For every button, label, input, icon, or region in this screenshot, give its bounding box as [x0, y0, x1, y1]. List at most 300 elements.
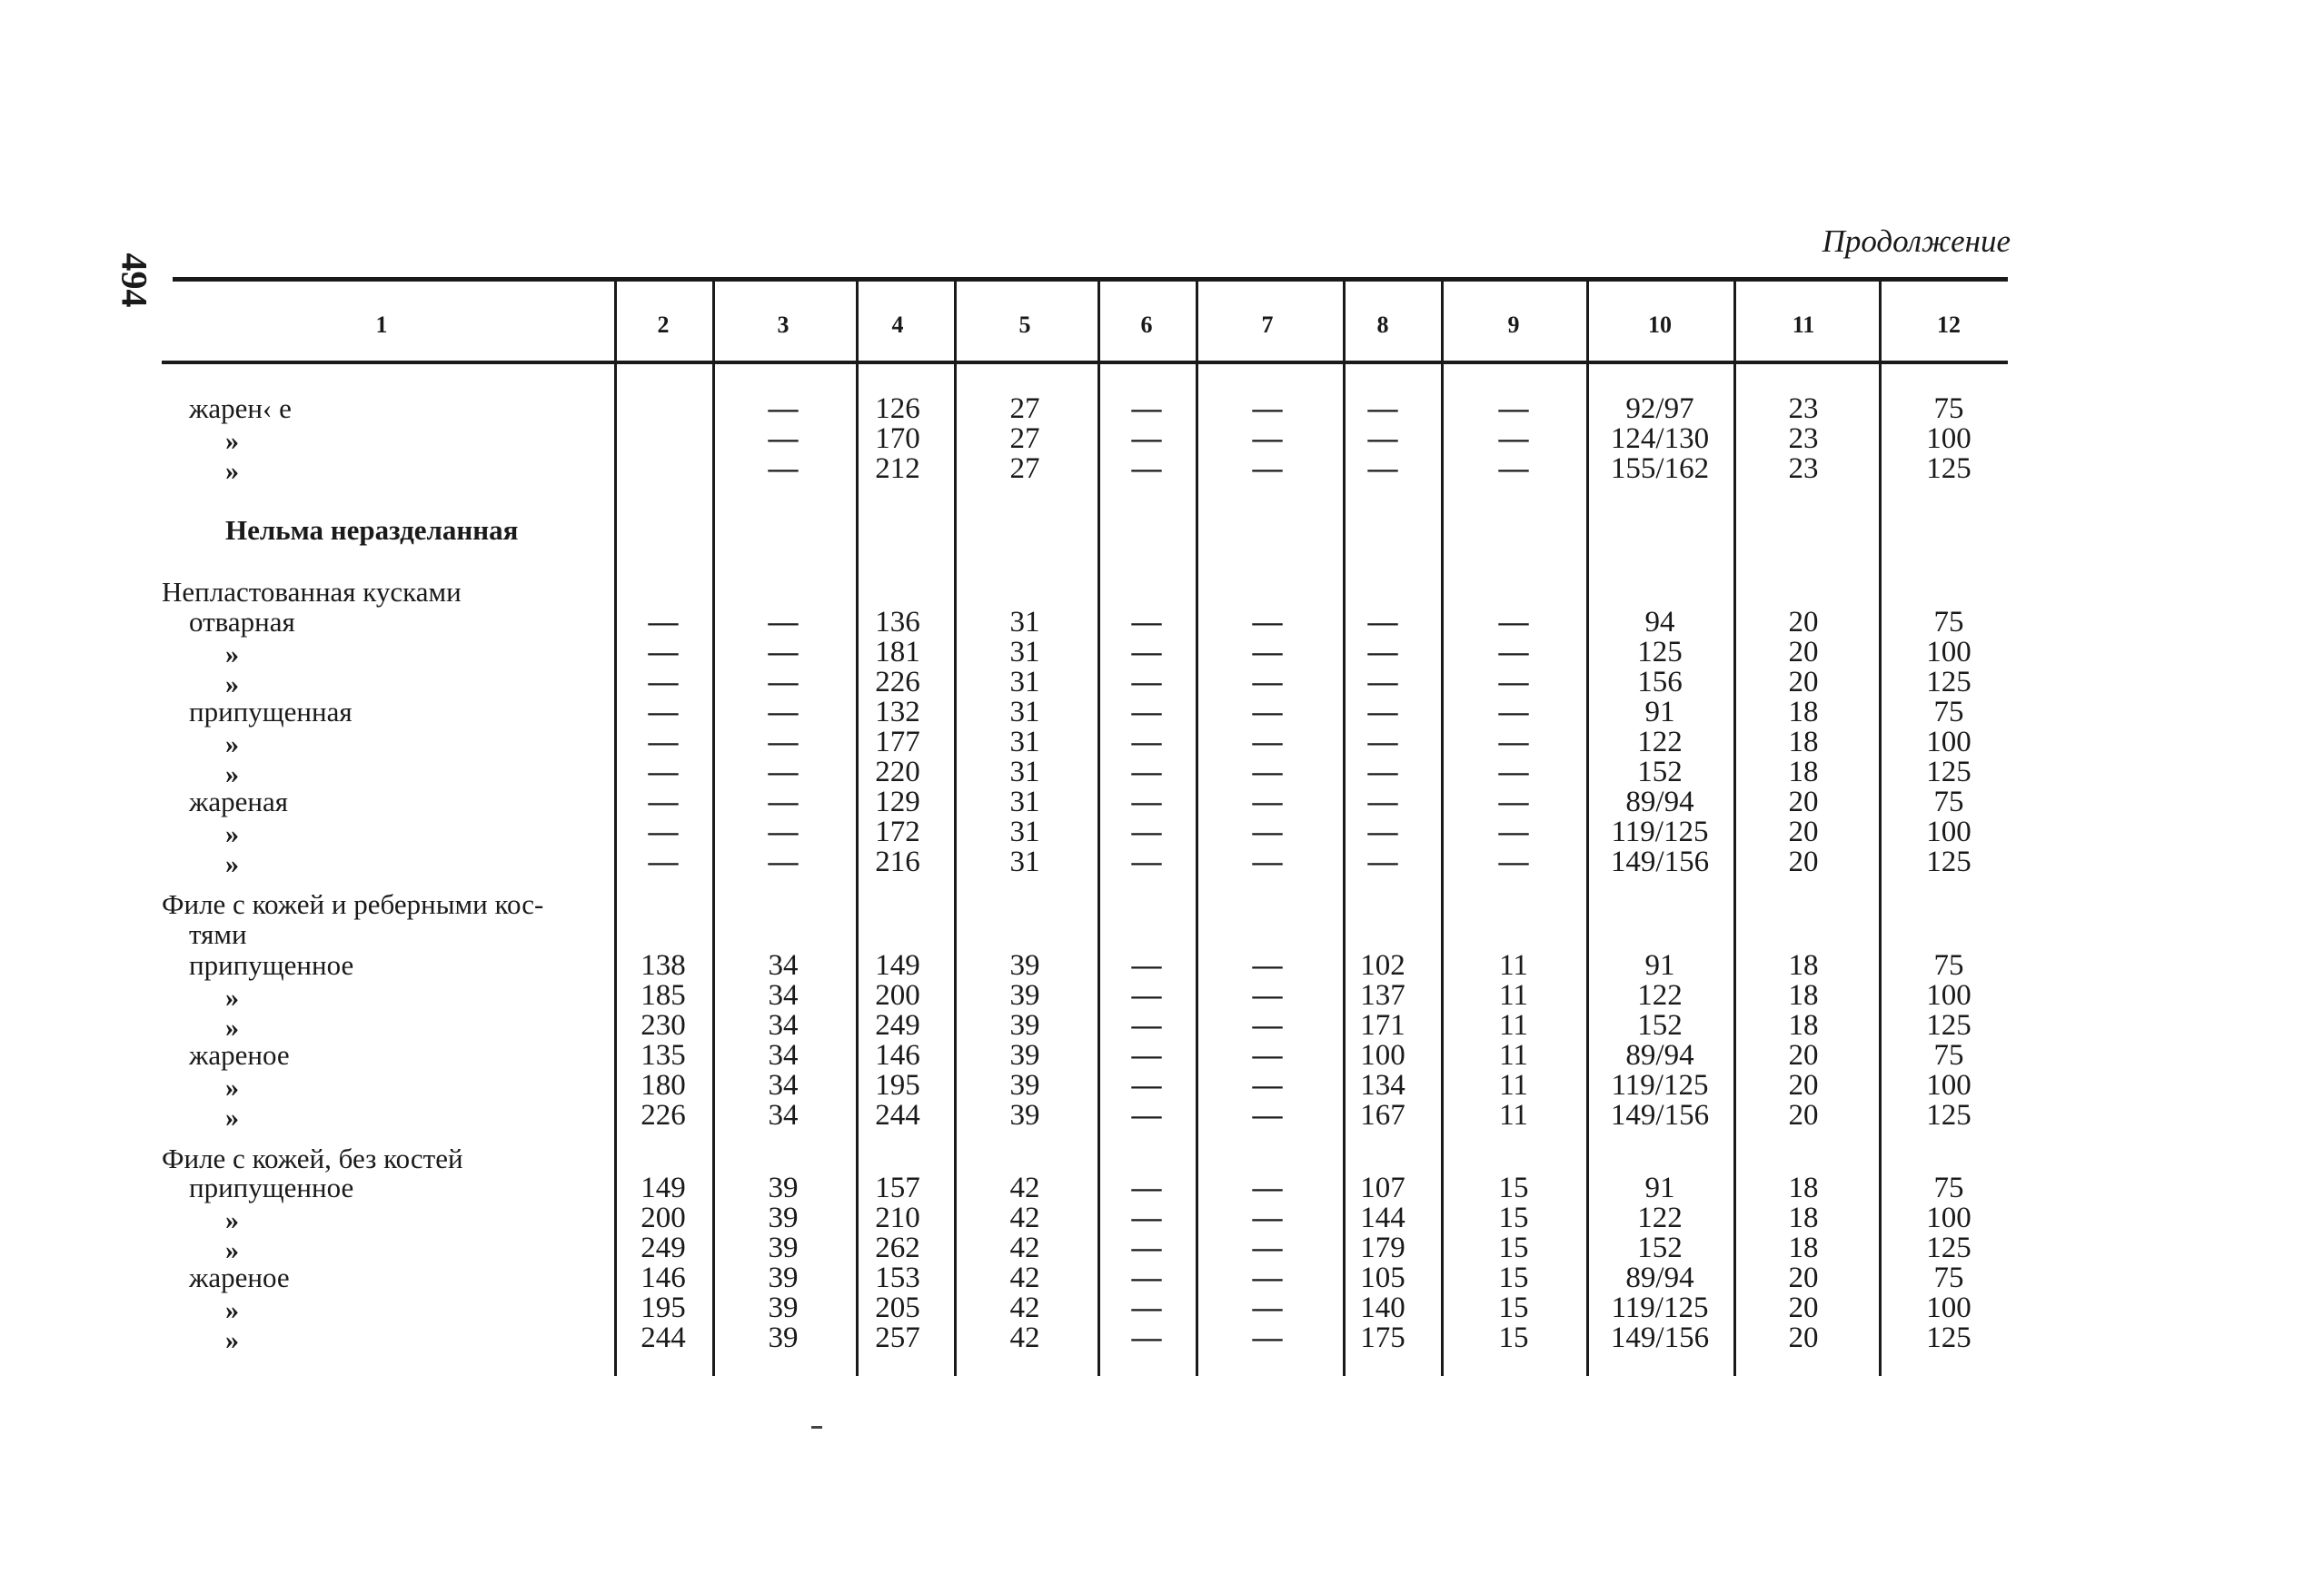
table-cell: 149/156: [1610, 846, 1710, 878]
table-cell: 175: [1360, 1322, 1405, 1354]
table-cell: —: [1131, 422, 1162, 455]
table-cell: —: [1252, 1292, 1283, 1324]
table-cell: —: [1252, 1099, 1283, 1132]
table-cell: —: [1498, 756, 1529, 788]
table-cell: —: [768, 786, 799, 818]
table-cell: 244: [641, 1322, 686, 1354]
table-cell: 20: [1788, 636, 1819, 668]
table-cell: —: [1367, 452, 1398, 485]
table-cell: 42: [1009, 1262, 1040, 1294]
table-cell: 20: [1788, 786, 1819, 818]
table-cell: 125: [1926, 756, 1971, 788]
table-cell: —: [1498, 666, 1529, 698]
table-cell: 11: [1499, 949, 1528, 982]
table-cell: —: [1498, 786, 1529, 818]
table-cell: 39: [768, 1292, 799, 1324]
table-cell: —: [1498, 846, 1529, 878]
table-cell: —: [768, 636, 799, 668]
table-cell: —: [1367, 756, 1398, 788]
table-cell: 39: [768, 1172, 799, 1204]
table-cell: —: [1131, 1322, 1162, 1354]
table-cell: 100: [1926, 979, 1971, 1012]
table-cell: —: [768, 666, 799, 698]
table-cell: —: [1252, 1232, 1283, 1264]
table-cell: 200: [641, 1202, 686, 1234]
table-cell: —: [1367, 666, 1398, 698]
table-cell: 146: [875, 1039, 920, 1072]
table-cell: —: [1252, 452, 1283, 485]
table-cell: 75: [1933, 786, 1964, 818]
table-cell: 140: [1360, 1292, 1405, 1324]
table-cell: —: [1498, 422, 1529, 455]
table-cell: 34: [768, 1069, 799, 1102]
table-cell: —: [768, 606, 799, 639]
table-cell: 31: [1009, 846, 1040, 878]
table-cell: 18: [1788, 979, 1819, 1012]
table-cell: 27: [1009, 392, 1040, 425]
table-cell: 20: [1788, 606, 1819, 639]
table-cell: —: [1131, 606, 1162, 639]
table-cell: —: [1367, 392, 1398, 425]
ditto-mark: »: [225, 1103, 239, 1133]
table-cell: —: [1131, 979, 1162, 1012]
ditto-mark: »: [225, 1073, 239, 1103]
table-cell: —: [1498, 726, 1529, 758]
table-cell: 42: [1009, 1322, 1040, 1354]
table-cell: —: [768, 696, 799, 728]
column-header: 4: [891, 312, 904, 338]
table-cell: —: [768, 452, 799, 485]
row-label: Филе с кожей и реберными кос-: [162, 888, 544, 920]
table-cell: 125: [1926, 1009, 1971, 1042]
table-cell: 20: [1788, 1292, 1819, 1324]
table-cell: 31: [1009, 816, 1040, 848]
section-heading: Нельма неразделанная: [225, 514, 519, 546]
ditto-mark: »: [225, 639, 239, 669]
table-cell: 226: [641, 1099, 686, 1132]
table-cell: —: [1252, 1039, 1283, 1072]
table-cell: 119/125: [1611, 1292, 1709, 1324]
table-cell: 31: [1009, 786, 1040, 818]
row-label: жареное: [189, 1039, 290, 1071]
table-cell: 129: [875, 786, 920, 818]
table-cell: 185: [641, 979, 686, 1012]
table-cell: 34: [768, 1009, 799, 1042]
column-header: 1: [375, 312, 388, 338]
table-cell: 102: [1360, 949, 1405, 982]
table-cell: 89/94: [1625, 1262, 1694, 1294]
table-cell: 152: [1637, 756, 1683, 788]
table-cell: 180: [641, 1069, 686, 1102]
table-cell: 152: [1637, 1232, 1683, 1264]
table-cell: —: [1131, 816, 1162, 848]
table-cell: 27: [1009, 452, 1040, 485]
table-cell: 157: [875, 1172, 920, 1204]
table-cell: —: [1131, 1202, 1162, 1234]
ditto-mark: »: [225, 983, 239, 1013]
table-cell: —: [648, 696, 679, 728]
table-cell: 39: [1009, 1099, 1040, 1132]
table-cell: 137: [1360, 979, 1405, 1012]
table-cell: 149: [641, 1172, 686, 1204]
table-cell: —: [1131, 1039, 1162, 1072]
ditto-mark: »: [225, 456, 239, 486]
table-cell: 126: [875, 392, 920, 425]
table-cell: —: [1252, 666, 1283, 698]
ditto-mark: »: [225, 1325, 239, 1355]
table-cell: 181: [875, 636, 920, 668]
table-cell: 31: [1009, 636, 1040, 668]
table-cell: 39: [768, 1232, 799, 1264]
table-cell: —: [1367, 726, 1398, 758]
column-rule: [1586, 282, 1589, 1376]
table-cell: 230: [641, 1009, 686, 1042]
table-cell: 105: [1360, 1262, 1405, 1294]
table-cell: —: [1252, 1009, 1283, 1042]
table-cell: 18: [1788, 949, 1819, 982]
row-label: жарен‹ е: [189, 392, 292, 424]
table-cell: —: [1131, 756, 1162, 788]
table-cell: —: [1367, 786, 1398, 818]
table-cell: 34: [768, 949, 799, 982]
table-cell: 20: [1788, 1039, 1819, 1072]
table-cell: 135: [641, 1039, 686, 1072]
table-cell: 15: [1498, 1202, 1529, 1234]
table-cell: —: [1367, 422, 1398, 455]
table-cell: 15: [1498, 1262, 1529, 1294]
column-header: 5: [1018, 312, 1031, 338]
table-cell: 18: [1788, 696, 1819, 728]
table-cell: 75: [1933, 392, 1964, 425]
table-cell: 34: [768, 1039, 799, 1072]
table-cell: 23: [1788, 422, 1819, 455]
table-cell: 20: [1788, 1099, 1819, 1132]
table-cell: 122: [1637, 1202, 1683, 1234]
table-cell: 195: [641, 1292, 686, 1324]
table-cell: 31: [1009, 756, 1040, 788]
table-cell: 18: [1788, 1009, 1819, 1042]
table-cell: 125: [1926, 1099, 1971, 1132]
table-cell: 11: [1499, 1039, 1528, 1072]
table-cell: —: [648, 666, 679, 698]
table-cell: —: [1252, 949, 1283, 982]
page-number: 494: [114, 252, 155, 308]
ditto-mark: »: [225, 1235, 239, 1265]
table-cell: 134: [1360, 1069, 1405, 1102]
table-cell: 42: [1009, 1292, 1040, 1324]
table-cell: —: [768, 422, 799, 455]
table-cell: 23: [1788, 452, 1819, 485]
table-cell: 195: [875, 1069, 920, 1102]
column-header: 11: [1792, 312, 1815, 338]
table-cell: 170: [875, 422, 920, 455]
table-cell: —: [1131, 1099, 1162, 1132]
table-cell: —: [648, 726, 679, 758]
table-cell: 75: [1933, 606, 1964, 639]
table-cell: 149: [875, 949, 920, 982]
table-cell: —: [1131, 452, 1162, 485]
table-cell: —: [1498, 392, 1529, 425]
table-cell: 23: [1788, 392, 1819, 425]
table-cell: —: [1131, 1172, 1162, 1204]
table-cell: —: [1131, 1232, 1162, 1264]
table-cell: —: [1131, 846, 1162, 878]
table-cell: 20: [1788, 816, 1819, 848]
table-cell: —: [1131, 786, 1162, 818]
table-cell: 11: [1499, 979, 1528, 1012]
table-cell: 39: [768, 1202, 799, 1234]
table-cell: 136: [875, 606, 920, 639]
table-cell: 42: [1009, 1202, 1040, 1234]
table-cell: —: [1252, 392, 1283, 425]
table-cell: —: [1131, 1009, 1162, 1042]
ditto-mark: »: [225, 849, 239, 879]
row-label: припущенная: [189, 696, 353, 728]
table-cell: 15: [1498, 1292, 1529, 1324]
table-cell: 200: [875, 979, 920, 1012]
table-cell: —: [648, 636, 679, 668]
table-cell: 100: [1926, 1202, 1971, 1234]
table-cell: —: [1367, 606, 1398, 639]
table-cell: —: [1252, 1322, 1283, 1354]
ditto-mark: »: [225, 729, 239, 759]
table-cell: —: [648, 816, 679, 848]
table-cell: 39: [1009, 979, 1040, 1012]
ditto-mark: »: [225, 759, 239, 789]
table-cell: —: [1252, 422, 1283, 455]
table-cell: 107: [1360, 1172, 1405, 1204]
table-cell: 15: [1498, 1232, 1529, 1264]
table-cell: 11: [1499, 1099, 1528, 1132]
table-cell: 39: [1009, 1039, 1040, 1072]
ditto-mark: »: [225, 1205, 239, 1235]
table-cell: 125: [1926, 666, 1971, 698]
table-cell: 27: [1009, 422, 1040, 455]
table-cell: 212: [875, 452, 920, 485]
table-cell: —: [1252, 1172, 1283, 1204]
header-bottom-rule: [162, 361, 2008, 364]
table-cell: 122: [1637, 726, 1683, 758]
table-cell: 125: [1926, 1322, 1971, 1354]
table-cell: 20: [1788, 1322, 1819, 1354]
column-header: 2: [657, 312, 670, 338]
table-cell: 210: [875, 1202, 920, 1234]
table-cell: 177: [875, 726, 920, 758]
column-header: 8: [1376, 312, 1389, 338]
table-cell: 18: [1788, 726, 1819, 758]
table-cell: 167: [1360, 1099, 1405, 1132]
table-cell: 91: [1644, 1172, 1675, 1204]
table-cell: —: [1252, 726, 1283, 758]
table-cell: 144: [1360, 1202, 1405, 1234]
table-cell: 31: [1009, 726, 1040, 758]
table-cell: 39: [1009, 1009, 1040, 1042]
table-cell: —: [1131, 666, 1162, 698]
table-cell: 20: [1788, 1069, 1819, 1102]
table-cell: —: [1367, 696, 1398, 728]
table-cell: —: [648, 846, 679, 878]
table-cell: 31: [1009, 696, 1040, 728]
table-cell: 39: [768, 1262, 799, 1294]
table-cell: —: [648, 756, 679, 788]
table-cell: —: [1131, 1069, 1162, 1102]
table-cell: 100: [1926, 1292, 1971, 1324]
table-cell: —: [1498, 452, 1529, 485]
table-cell: —: [648, 606, 679, 639]
table-cell: 152: [1637, 1009, 1683, 1042]
table-cell: —: [1252, 786, 1283, 818]
table-cell: 153: [875, 1262, 920, 1294]
table-top-rule: [173, 277, 2008, 282]
table-cell: 18: [1788, 756, 1819, 788]
row-label: тями: [189, 918, 247, 950]
table-cell: 172: [875, 816, 920, 848]
column-rule: [1733, 282, 1736, 1376]
table-cell: 100: [1926, 422, 1971, 455]
table-cell: 89/94: [1625, 786, 1694, 818]
row-label: жареная: [189, 786, 289, 817]
table-cell: —: [768, 726, 799, 758]
table-cell: 100: [1926, 1069, 1971, 1102]
table-cell: —: [648, 786, 679, 818]
ditto-mark: »: [225, 819, 239, 849]
row-label: отварная: [189, 606, 295, 638]
table-cell: —: [768, 756, 799, 788]
table-cell: 119/125: [1611, 1069, 1709, 1102]
table-cell: —: [1498, 696, 1529, 728]
ditto-mark: »: [225, 669, 239, 699]
column-header: 3: [777, 312, 790, 338]
table-cell: 91: [1644, 696, 1675, 728]
table-cell: 75: [1933, 949, 1964, 982]
row-label: припущенное: [189, 1172, 354, 1203]
table-cell: —: [1131, 726, 1162, 758]
table-cell: 155/162: [1610, 452, 1710, 485]
table-cell: 249: [641, 1232, 686, 1264]
table-cell: 138: [641, 949, 686, 982]
table-cell: 216: [875, 846, 920, 878]
table-cell: 125: [1926, 452, 1971, 485]
table-cell: —: [1252, 846, 1283, 878]
table-cell: —: [1252, 816, 1283, 848]
column-header: 7: [1261, 312, 1274, 338]
table-cell: 119/125: [1611, 816, 1709, 848]
table-cell: 220: [875, 756, 920, 788]
table-cell: —: [1252, 979, 1283, 1012]
table-cell: 179: [1360, 1232, 1405, 1264]
table-cell: —: [1498, 816, 1529, 848]
table-cell: 226: [875, 666, 920, 698]
table-cell: 262: [875, 1232, 920, 1264]
table-cell: 20: [1788, 846, 1819, 878]
table-cell: 18: [1788, 1232, 1819, 1264]
row-label: Непластованная кусками: [162, 576, 462, 608]
table-cell: —: [1367, 846, 1398, 878]
table-cell: 125: [1926, 846, 1971, 878]
table-cell: 42: [1009, 1172, 1040, 1204]
table-cell: —: [1131, 949, 1162, 982]
table-cell: 100: [1360, 1039, 1405, 1072]
table-cell: —: [1252, 606, 1283, 639]
ink-speck: [811, 1426, 822, 1429]
continuation-label: Продолжение: [1822, 223, 2011, 259]
table-cell: 20: [1788, 666, 1819, 698]
table-cell: 146: [641, 1262, 686, 1294]
table-cell: —: [1131, 696, 1162, 728]
table-cell: —: [1498, 606, 1529, 639]
table-cell: 15: [1498, 1172, 1529, 1204]
table-cell: 15: [1498, 1322, 1529, 1354]
table-cell: 94: [1644, 606, 1675, 639]
table-cell: 91: [1644, 949, 1675, 982]
table-cell: 124/130: [1610, 422, 1710, 455]
table-cell: 149/156: [1610, 1099, 1710, 1132]
table-cell: —: [768, 392, 799, 425]
table-cell: —: [1131, 392, 1162, 425]
table-cell: —: [1252, 696, 1283, 728]
table-cell: 89/94: [1625, 1039, 1694, 1072]
table-cell: 39: [1009, 949, 1040, 982]
table-cell: 257: [875, 1322, 920, 1354]
table-cell: —: [768, 816, 799, 848]
table-cell: 31: [1009, 606, 1040, 639]
table-cell: 11: [1499, 1069, 1528, 1102]
table-cell: 34: [768, 979, 799, 1012]
column-header: 12: [1937, 312, 1961, 338]
table-cell: —: [1131, 636, 1162, 668]
table-cell: —: [768, 846, 799, 878]
table-cell: —: [1252, 636, 1283, 668]
table-cell: —: [1252, 1262, 1283, 1294]
table-cell: 18: [1788, 1172, 1819, 1204]
table-cell: —: [1498, 636, 1529, 668]
row-label: Филе с кожей, без костей: [162, 1143, 463, 1174]
table-cell: —: [1131, 1262, 1162, 1294]
table-cell: —: [1367, 816, 1398, 848]
table-cell: 100: [1926, 726, 1971, 758]
table-cell: —: [1252, 1069, 1283, 1102]
table-cell: 42: [1009, 1232, 1040, 1264]
column-header: 6: [1140, 312, 1153, 338]
table-cell: 205: [875, 1292, 920, 1324]
table-cell: 171: [1360, 1009, 1405, 1042]
ditto-mark: »: [225, 1013, 239, 1043]
table-cell: 75: [1933, 1039, 1964, 1072]
row-label: жареное: [189, 1262, 290, 1293]
table-cell: 75: [1933, 1262, 1964, 1294]
table-cell: 149/156: [1610, 1322, 1710, 1354]
table-cell: —: [1131, 1292, 1162, 1324]
table-cell: 92/97: [1625, 392, 1694, 425]
table-cell: 20: [1788, 1262, 1819, 1294]
column-header: 9: [1507, 312, 1520, 338]
table-cell: —: [1252, 756, 1283, 788]
ditto-mark: »: [225, 1295, 239, 1325]
table-cell: 122: [1637, 979, 1683, 1012]
table-cell: 34: [768, 1099, 799, 1132]
ditto-mark: »: [225, 426, 239, 456]
table-cell: 156: [1637, 666, 1683, 698]
table-cell: 18: [1788, 1202, 1819, 1234]
table-cell: 75: [1933, 696, 1964, 728]
table-cell: 125: [1637, 636, 1683, 668]
table-cell: 132: [875, 696, 920, 728]
table-cell: 11: [1499, 1009, 1528, 1042]
table-cell: —: [1367, 636, 1398, 668]
row-label: припущенное: [189, 949, 354, 981]
table-cell: 39: [1009, 1069, 1040, 1102]
column-header: 10: [1648, 312, 1672, 338]
